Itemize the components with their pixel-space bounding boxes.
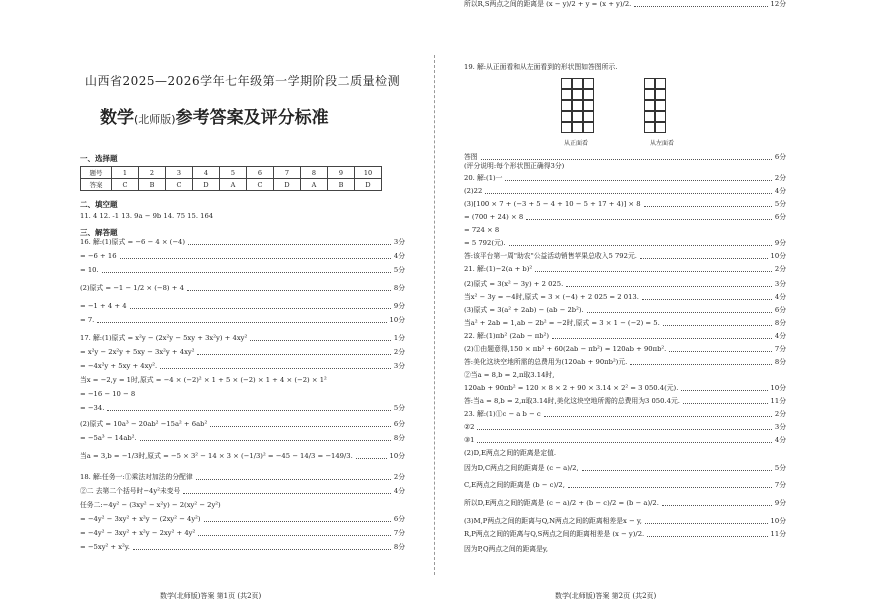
answer-table-answer-cell: A [301,179,328,191]
solution-text: 答:美化这块空地所需的总费用为(120ab + 90πb²)元. [464,358,628,366]
leader-dots [102,272,391,273]
left-view-caption: 从左面看 [650,140,675,147]
solution-text: ③1 [464,436,475,444]
solution-text: = 724 × 8 [464,226,500,234]
solution-line [464,162,786,171]
leader-dots [485,193,772,194]
solution-text: (2)D,E两点之间的距离是定值. [464,449,557,457]
solution-text: = −4y² − 3xy² + x²y − 2xy² + 4y² [80,529,196,537]
left-view-figure [644,78,666,133]
answer-table-answer-cell: C [166,179,193,191]
solution-line [80,434,405,443]
answer-table-number-cell: 7 [274,167,301,179]
score-label: 1分 [393,334,405,342]
solution-line [80,390,405,399]
solution-line [464,423,786,432]
solution-text: 因为D,C两点之间的距离是 (c − a)/2, [464,464,579,472]
solution-text: (3)M,P两点之间的距离与Q,N两点之间的距离相差是x − y, [464,517,642,525]
score-label: 8分 [393,284,405,292]
answer-table-answer-cell: D [193,179,220,191]
answer-table-number-cell: 8 [301,167,328,179]
solution-line [464,449,786,458]
answer-table-number-cell: 10 [355,167,382,179]
leader-dots [187,290,391,291]
leader-dots [120,258,391,259]
answer-table-answer-cell: B [328,179,355,191]
score-label: 5分 [393,404,405,412]
solution-line [464,397,786,406]
solution-text: (2)原式 = 3(x² − 3y) + 2 025. [464,280,564,288]
leader-dots [630,364,772,365]
leader-dots [645,523,768,524]
exam-title: 山西省2025—2026学年七年级第一学期阶段二质量检测 [85,74,401,88]
solution-line [464,200,786,209]
solution-text: = −5xy² + x²y. [80,543,130,551]
solution-text: 因为P,Q两点之间的距离是y, [464,545,548,553]
solution-line [80,284,405,293]
solution-text: 20. 解:(1)一 [464,174,503,182]
solution-text: = x²y − 2x²y + 5xy − 3x²y + 4xy² [80,348,195,356]
score-label: 4分 [393,252,405,260]
solution-text: (3)原式 = 3(a² + 2ab) − (ab − 2b²). [464,306,584,314]
section-fill: 二、填空题 [80,200,118,209]
leader-dots [669,351,772,352]
leader-dots [544,416,772,417]
leader-dots [526,219,772,220]
score-label: 8分 [393,434,405,442]
leader-dots [640,258,768,259]
score-label: 6分 [774,306,786,314]
score-label: 12分 [770,0,786,8]
solution-line [464,153,786,162]
leader-dots [505,180,771,181]
score-label: 7分 [393,529,405,537]
solution-text: (2)原式 = −1 − 1/2 × (−8) + 4 [80,284,184,292]
footer-right: 数学(北师版)答案 第2页 (共2页) [555,592,657,600]
solution-text: (2)22 [464,187,483,195]
score-label: 9分 [774,499,786,507]
leader-dots [509,245,772,246]
answer-table-label-answer: 答案 [81,179,112,191]
leader-dots [477,429,771,430]
answer-table-number-cell: 3 [166,167,193,179]
title-subject: 数学 [100,108,134,128]
leader-dots [582,470,772,471]
leader-dots [140,440,391,441]
score-label: 3分 [393,362,405,370]
footer-left: 数学(北师版)答案 第1页 (共2页) [160,592,262,600]
score-label: 8分 [774,319,786,327]
solution-line [464,0,786,9]
answer-table-answer-cell: D [355,179,382,191]
solution-text: = 10. [80,266,99,274]
solution-text: = −4x²y + 5xy + 4xy². [80,362,158,370]
leader-dots [481,159,772,160]
solution-line [80,543,405,552]
solution-line [80,376,405,385]
score-label: 3分 [774,423,786,431]
solution-line [464,530,786,539]
leader-dots [196,479,391,480]
solution-text: 当x = −2,y = 1时,原式 = −4 × (−2)² × 1 + 5 × (−2) × 1 + 4 × (−2) × 1² [80,376,327,384]
solution-line [80,452,405,461]
title-edition: (北师版) [134,113,176,126]
leader-dots [568,487,772,488]
score-label: 3分 [774,280,786,288]
score-label: 10分 [389,452,405,460]
solution-line [464,306,786,315]
score-label: 8分 [393,543,405,551]
solution-text: = −34. [80,404,105,412]
solution-text: 答图 [464,153,478,161]
solution-line [80,420,405,429]
solution-text: ②二 去第二个括号时−4y²未变号 [80,487,181,495]
leader-dots [160,368,391,369]
score-label: 9分 [393,302,405,310]
score-label: 10分 [770,252,786,260]
solution-text: = (700 + 24) × 8 [464,213,524,221]
answer-table-number-cell: 5 [220,167,247,179]
solution-line [464,332,786,341]
solution-line [80,487,405,496]
score-label: 2分 [774,410,786,418]
score-label: 2分 [774,174,786,182]
solution-line [80,334,405,343]
solution-text: = 5 792(元). [464,239,506,247]
answer-table-answer-row [81,179,382,191]
solution-line [80,348,405,357]
score-label: 10分 [389,316,405,324]
score-label: 4分 [774,436,786,444]
solution-line [464,371,786,380]
score-label: 4分 [393,487,405,495]
score-label: 4分 [774,293,786,301]
solution-line [464,481,786,490]
solution-text: 22. 解:(1)πb² (2ab − πb²) [464,332,549,340]
solution-line [464,213,786,222]
leader-dots [356,458,387,459]
solution-text: 所以R,S两点之间的距离是 (x − y)/2 + y = (x + y)/2. [464,0,632,8]
solution-text: 18. 解:任务一:①乘法对加法的分配律 [80,473,193,481]
score-label: 11分 [770,397,786,405]
solution-line [464,280,786,289]
solution-line [464,358,786,367]
score-label: 7分 [774,481,786,489]
solution-line [464,252,786,261]
solution-line [464,187,786,196]
answer-table-answer-cell: D [274,179,301,191]
solution-text: 任务二:−4y² − (3xy² − x²y) − 2(xy² − 2y²) [80,501,221,509]
leader-dots [587,312,772,313]
score-label: 10分 [770,517,786,525]
score-label: 2分 [393,348,405,356]
solution-line [464,517,786,526]
solution-text: R,P两点之间的距离与Q,S两点之间的距离相差是 (x − y)/2. [464,530,645,538]
solution-text: (评分说明:每个形状图正确得3分) [464,162,565,170]
answer-table-number-cell: 6 [247,167,274,179]
score-label: 2分 [393,473,405,481]
score-label: 6分 [393,515,405,523]
leader-dots [97,322,386,323]
score-label: 8分 [774,358,786,366]
solution-line [464,239,786,248]
score-label: 5分 [393,266,405,274]
answer-table-number-cell: 1 [112,167,139,179]
answer-table-number-cell: 2 [139,167,166,179]
solution-line [80,238,405,247]
solution-text: 当a² + 2ab = 1,ab − 2b² = −2时,原式 = 3 × 1 − (−2) = 5. [464,319,660,327]
leader-dots [681,390,767,391]
leader-dots [107,410,391,411]
solution-line [464,464,786,473]
solution-line [80,266,405,275]
leader-dots [683,403,768,404]
solution-line [464,293,786,302]
score-label: 3分 [393,238,405,246]
front-view-caption: 从正面看 [564,140,589,147]
leader-dots [210,426,391,427]
leader-dots [204,521,391,522]
leader-dots [250,340,391,341]
answer-table-answer-cell: C [247,179,274,191]
leader-dots [183,493,391,494]
score-label: 11分 [770,530,786,538]
solution-line [80,404,405,413]
score-label: 10分 [770,384,786,392]
solution-text: 16. 解:(1)原式 = −6 − 4 × (−4) [80,238,185,246]
answer-table-header-row [81,167,382,179]
solution-line [80,473,405,482]
solution-text: 23. 解:(1)①c − a b − c [464,410,541,418]
leader-dots [133,549,391,550]
page-2 [440,0,870,615]
section-choice: 一、选择题 [80,154,118,163]
solution-text: = −6 + 16 [80,252,117,260]
solution-text: (2)①由题意得,150 × πb² + 60(2ab − πb²) = 120ab + 90πb². [464,345,667,353]
answer-key-title [100,103,329,128]
solution-line [464,436,786,445]
page-1 [0,0,430,615]
leader-dots [663,325,772,326]
solution-text: 当x² − 3y = −4时,原式 = 3 × (−4) + 2 025 = 2 013. [464,293,639,301]
front-view-figure [561,78,594,133]
solution-line [464,345,786,354]
leader-dots [642,299,772,300]
solution-text: C,E两点之间的距离是 (b − c)/2, [464,481,565,489]
solution-text: 120ab + 90πb² = 120 × 8 × 2 + 90 × 3.14 × 2² = 3 050.4(元). [464,384,679,392]
solution-text: = −4y² − 3xy² + x²y − (2xy² − 4y²) [80,515,201,523]
leader-dots [197,354,390,355]
leader-dots [198,535,391,536]
leader-dots [535,271,772,272]
leader-dots [647,536,767,537]
title-rest: 参考答案及评分标准 [175,108,329,128]
answer-table-answer-cell: B [139,179,166,191]
solution-line [80,316,405,325]
leader-dots [662,505,772,506]
answer-table-label-number: 题号 [81,167,112,179]
leader-dots [188,244,391,245]
solution-line [80,302,405,311]
solution-line [464,63,786,72]
solution-line [464,174,786,183]
solution-line [80,501,405,510]
score-label: 4分 [774,332,786,340]
score-label: 9分 [774,239,786,247]
solution-line [80,529,405,538]
solution-line [464,410,786,419]
score-label: 7分 [774,345,786,353]
solution-text: 所以D,E两点之间的距离是 (c − a)/2 + (b − c)/2 = (b − a)/2. [464,499,659,507]
solution-text: ②当a = 8,b = 2,π取3.14时, [464,371,555,379]
solution-text: 17. 解:(1)原式 = x²y − (2x²y − 5xy + 3x²y) + 4xy² [80,334,248,342]
solution-text: = −1 + 4 + 4 [80,302,127,310]
answer-table-number-cell: 4 [193,167,220,179]
solution-text: (2)原式 = 10a³ − 20ab² −15a² + 6ab² [80,420,208,428]
solution-text: 答:当a = 8,b = 2,π取3.14时,美化这块空地所需的总费用为3 050.4元. [464,397,680,405]
leader-dots [566,286,772,287]
solution-line [464,319,786,328]
solution-text: (3)[100 × 7 + (−3 + 5 − 4 + 10 − 5 + 17 + 4)] × 8 [464,200,641,208]
score-label: 2分 [774,265,786,273]
fill-answers: 11. 4 12. -1 13. 9a − 9b 14. 75 15. 164 [80,212,214,220]
leader-dots [477,442,771,443]
section-solve: 三、解答题 [80,228,118,237]
solution-line [80,252,405,261]
score-label: 6分 [393,420,405,428]
solution-line [464,226,786,235]
leader-dots [130,308,391,309]
score-label: 6分 [774,213,786,221]
leader-dots [644,206,772,207]
answer-table-answer-cell: C [112,179,139,191]
solution-text: 答:该平台第一周"助农"公益活动销售苹果总收入5 792元. [464,252,637,260]
solution-line [464,545,786,554]
score-label: 5分 [774,200,786,208]
solution-line [464,499,786,508]
answer-table [80,166,382,191]
solution-text: 当a = 3,b = −1/3时,原式 = −5 × 3² − 14 × 3 × (−1/3)² = −45 − 14/3 = −149/3. [80,452,353,460]
score-label: 5分 [774,464,786,472]
solution-text: = 7. [80,316,95,324]
solution-line [464,384,786,393]
leader-dots [552,338,772,339]
score-label: 6分 [774,153,786,161]
leader-dots [634,6,767,7]
solution-text: 21. 解:(1)−2(a + b)² [464,265,533,273]
solution-text: 19. 解:从正面看和从左面看到的形状图如答图所示. [464,63,618,71]
answer-table-number-cell: 9 [328,167,355,179]
solution-line [464,265,786,274]
solution-text: = −5a³ − 14ab². [80,434,137,442]
solution-text: ②2 [464,423,475,431]
answer-table-answer-cell: A [220,179,247,191]
solution-line [80,362,405,371]
solution-line [80,515,405,524]
score-label: 4分 [774,187,786,195]
page-divider [434,55,435,575]
solution-text: = −16 − 10 − 8 [80,390,136,398]
